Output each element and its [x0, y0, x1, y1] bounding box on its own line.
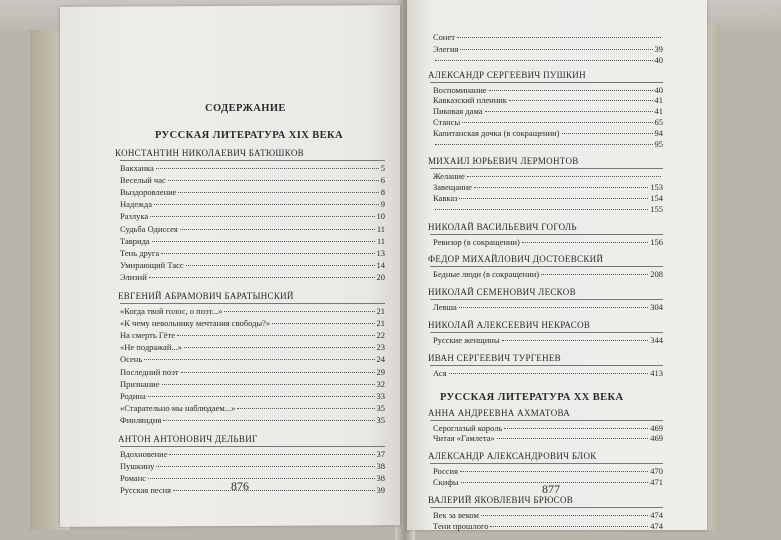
entry-title: Русская песня [120, 485, 172, 496]
entry-page-number: 11 [376, 235, 385, 246]
entry-title: Воспоминание [433, 84, 487, 95]
entry-page-number: 10 [376, 211, 385, 222]
toc-entry [120, 260, 385, 270]
entry-title: Выздоровление [120, 187, 177, 198]
dot-leader [460, 49, 652, 50]
toc-entry [120, 367, 385, 377]
toc-entry [433, 204, 663, 214]
author-name: МИХАИЛ ЮРЬЕВИЧ ЛЕРМОНТОВ [428, 156, 579, 167]
toc-entry [433, 193, 663, 203]
entry-page-number: 38 [376, 473, 385, 484]
dot-leader [272, 323, 374, 324]
entry-page-number: 5 [380, 163, 385, 173]
entry-page-number: 94 [654, 127, 663, 138]
dot-leader [459, 198, 648, 199]
dot-leader [467, 176, 661, 177]
dot-leader [497, 438, 649, 439]
separator-line [430, 299, 663, 300]
entry-page-number: 22 [376, 330, 385, 341]
entry-page-number: 469 [650, 433, 663, 444]
entry-title: Пушкину [120, 461, 155, 472]
toc-entry [120, 187, 385, 197]
entry-title: Стансы [433, 116, 461, 127]
author-name: АЛЕКСАНДР СЕРГЕЕВИЧ ПУШКИН [428, 69, 586, 80]
separator-line [430, 266, 663, 267]
entry-title: Веселый час [120, 175, 166, 186]
entry-title: Капитанская дочка (в сокращении) [433, 127, 560, 138]
entry-page-number: 413 [650, 367, 663, 378]
entry-page-number: 23 [376, 342, 385, 353]
toc-entry [120, 272, 385, 282]
toc-entry [120, 485, 385, 495]
toc-entry [433, 128, 663, 138]
toc-entry [433, 269, 663, 279]
entry-title: Признание [120, 378, 160, 389]
dot-leader [449, 373, 649, 374]
dot-leader [562, 133, 653, 134]
entry-page-number: 14 [376, 259, 385, 270]
toc-entry [120, 461, 385, 471]
toc-entry [120, 224, 385, 234]
toc-entry [120, 342, 385, 352]
dot-leader [150, 216, 374, 217]
author-name: НИКОЛАЙ СЕМЕНОВИЧ ЛЕСКОВ [428, 287, 576, 298]
dot-leader [490, 526, 648, 527]
dot-leader [504, 428, 648, 429]
entry-page-number: 95 [654, 138, 663, 149]
dot-leader [156, 466, 374, 467]
entry-page-number: 208 [650, 269, 663, 280]
entry-title: Осень [120, 354, 143, 365]
dot-leader [435, 60, 653, 61]
entry-title: Элизий [120, 271, 147, 282]
entry-title: Скифы [433, 476, 459, 487]
dot-leader [485, 111, 653, 112]
entry-page-number: 40 [654, 55, 663, 65]
separator-line [430, 234, 663, 235]
entry-page-number: 32 [376, 378, 385, 389]
toc-entry [120, 330, 385, 340]
dot-leader [489, 90, 653, 91]
entry-page-number: 20 [376, 271, 385, 282]
author-name: КОНСТАНТИН НИКОЛАЕВИЧ БАТЮШКОВ [115, 148, 304, 158]
toc-entry [433, 44, 663, 54]
dot-leader [186, 265, 375, 266]
entry-page-number: 154 [650, 192, 663, 203]
entry-title: Желание [433, 171, 465, 182]
toc-entry [120, 379, 385, 389]
entry-title: Сероглазый король [433, 422, 503, 433]
dot-leader [148, 396, 375, 397]
toc-entry [120, 403, 385, 413]
entry-page-number: 6 [380, 175, 385, 186]
entry-title: На смерть Гёте [120, 330, 175, 341]
toc-entry [433, 117, 663, 127]
entry-page-number: 29 [376, 366, 385, 377]
dot-leader [156, 168, 379, 169]
toc-entry [120, 211, 385, 221]
entry-title: Судьба Одиссея [120, 223, 178, 234]
entry-page-number: 155 [650, 203, 663, 214]
author-name: АЛЕКСАНДР АЛЕКСАНДРОВИЧ БЛОК [428, 451, 597, 462]
dot-leader [181, 372, 375, 373]
entry-page-number: 37 [376, 449, 385, 459]
separator-line [120, 446, 385, 447]
toc-entry [433, 368, 663, 378]
entry-title: «Старательно мы наблюдаем...» [120, 402, 236, 413]
toc-entry [433, 510, 663, 520]
toc-entry [433, 335, 663, 345]
dot-leader [149, 277, 375, 278]
dot-leader [148, 478, 374, 479]
separator-line [430, 82, 663, 83]
dot-leader [169, 454, 374, 455]
entry-title: Читая «Гамлета» [433, 433, 495, 444]
toc-entry [120, 199, 385, 209]
entry-page-number: 21 [376, 306, 385, 316]
toc-entry [433, 302, 663, 312]
entry-page-number: 9 [380, 199, 385, 210]
entry-page-number: 35 [376, 414, 385, 425]
dot-leader [460, 471, 648, 472]
entry-page-number: 474 [650, 520, 663, 531]
dot-leader [184, 347, 374, 348]
toc-entry [120, 415, 385, 425]
entry-title: Разлука [120, 211, 149, 222]
entry-page-number: 41 [654, 106, 663, 117]
toc-entry [120, 306, 385, 316]
toc-entry [433, 85, 663, 95]
dot-leader [474, 187, 648, 188]
toc-entry [433, 55, 663, 65]
separator-line [430, 507, 663, 508]
dot-leader [509, 100, 653, 101]
entry-page-number: 471 [650, 476, 663, 487]
author-name: АНТОН АНТОНОВИЧ ДЕЛЬВИГ [118, 434, 258, 444]
entry-title: Кавказский пленник [433, 95, 507, 106]
entry-page-number: 41 [654, 95, 663, 106]
dot-leader [163, 420, 374, 421]
entry-title: Русские женщины [433, 334, 500, 345]
toc-entry [433, 433, 663, 443]
dot-leader [173, 490, 374, 491]
toc-entry [433, 171, 663, 181]
entry-title: Элегия [433, 43, 459, 54]
entry-title: Тени прошлого [433, 520, 489, 531]
toc-entry [433, 237, 663, 247]
dot-leader [154, 204, 379, 205]
dot-leader [522, 242, 648, 243]
dot-leader [224, 311, 374, 312]
entry-title: Последний поэт [120, 366, 179, 377]
entry-page-number: 469 [650, 422, 663, 433]
entry-title: Кавказ [433, 192, 458, 203]
entry-title: Романс [120, 473, 147, 484]
entry-page-number: 344 [650, 334, 663, 345]
entry-title: Ася [433, 367, 447, 378]
entry-title: Сонет [433, 32, 455, 42]
entry-title: Вакханка [120, 163, 154, 173]
toc-entry [433, 139, 663, 149]
entry-page-number: 39 [376, 485, 385, 496]
entry-title: Левша [433, 302, 457, 313]
dot-leader [459, 307, 648, 308]
separator-line [430, 365, 663, 366]
entry-title: Надежда [120, 199, 152, 210]
entry-title: Вдохновение [120, 449, 168, 459]
dot-leader [457, 37, 661, 38]
author-name: АННА АНДРЕЕВНА АХМАТОВА [428, 407, 571, 418]
entry-page-number: 474 [650, 509, 663, 520]
entry-title: «К чему невольнику мечтания свободы?» [120, 318, 271, 329]
entry-page-number: 39 [654, 43, 663, 54]
dot-leader [180, 229, 375, 230]
separator-line [430, 463, 663, 464]
dot-leader [502, 340, 649, 341]
page-number-left: 876 [231, 479, 249, 493]
contents-title: СОДЕРЖАНИЕ [205, 103, 286, 114]
entry-page-number: 470 [650, 466, 663, 477]
entry-page-number: 35 [376, 402, 385, 413]
entry-title: Пиковая дама [433, 106, 483, 117]
toc-entry [120, 354, 385, 364]
toc-entry [120, 391, 385, 401]
toc-entry [433, 182, 663, 192]
separator-line [120, 160, 385, 161]
author-name: ИВАН СЕРГЕЕВИЧ ТУРГЕНЕВ [428, 352, 561, 363]
entry-page-number: 24 [376, 354, 385, 365]
entry-title: «Не подражай...» [120, 342, 183, 353]
entry-title: Тень друга [120, 247, 160, 258]
dot-leader [462, 122, 652, 123]
toc-entry [433, 106, 663, 116]
entry-page-number: 153 [650, 182, 663, 193]
author-name: НИКОЛАЙ АЛЕКСЕЕВИЧ НЕКРАСОВ [428, 319, 591, 330]
toc-entry [120, 175, 385, 185]
dot-leader [161, 253, 374, 254]
separator-line [430, 168, 663, 169]
toc-entry [120, 248, 385, 258]
toc-entry [433, 32, 663, 42]
entry-page-number: 21 [376, 318, 385, 329]
entry-page-number: 65 [654, 116, 663, 127]
entry-page-number: 8 [380, 187, 385, 198]
entry-title: Ревизор (в сокращении) [433, 236, 520, 247]
separator-line [120, 303, 385, 304]
section-heading-20th-century: РУССКАЯ ЛИТЕРАТУРА XX ВЕКА [440, 391, 624, 403]
dot-leader [237, 408, 374, 409]
dot-leader [435, 209, 648, 210]
dot-leader [144, 359, 374, 360]
entry-page-number: 13 [376, 247, 385, 258]
toc-entry [120, 473, 385, 483]
entry-page-number: 156 [650, 236, 663, 247]
separator-line [430, 332, 663, 333]
entry-page-number: 38 [376, 461, 385, 472]
entry-title: «Когда твой голос, о поэт...» [120, 306, 223, 316]
dot-leader [178, 192, 378, 193]
entry-title: Родина [120, 390, 146, 401]
dot-leader [177, 335, 375, 336]
entry-title: Таврида [120, 235, 150, 246]
toc-entry [120, 318, 385, 328]
separator-line [430, 420, 663, 421]
toc-entry [433, 466, 663, 476]
toc-entry [120, 449, 385, 459]
dot-leader [168, 180, 379, 181]
entry-title: Век за веком [433, 509, 479, 520]
entry-title: Россия [433, 466, 458, 477]
dot-leader [435, 144, 653, 145]
entry-title: Умирающий Тасс [120, 259, 184, 270]
entry-page-number: 40 [654, 84, 663, 95]
dot-leader [481, 515, 648, 516]
toc-entry [433, 521, 663, 531]
section-heading-19th-century: РУССКАЯ ЛИТЕРАТУРА XIX ВЕКА [155, 130, 344, 141]
page-number-right: 877 [542, 482, 560, 496]
entry-page-number: 11 [376, 223, 385, 234]
dot-leader [152, 241, 375, 242]
entry-title: Финляндия [120, 414, 162, 425]
author-name: ФЕДОР МИХАЙЛОВИЧ ДОСТОЕВСКИЙ [428, 254, 604, 265]
dot-leader [162, 384, 375, 385]
dot-leader [541, 274, 648, 275]
toc-entry [120, 236, 385, 246]
toc-entry [433, 95, 663, 105]
author-name: НИКОЛАЙ ВАСИЛЬЕВИЧ ГОГОЛЬ [428, 221, 577, 232]
entry-page-number: 33 [376, 390, 385, 401]
entry-page-number: 304 [650, 302, 663, 313]
toc-entry [433, 423, 663, 433]
toc-entry [120, 163, 385, 173]
author-name: ЕВГЕНИЙ АБРАМОВИЧ БАРАТЫНСКИЙ [118, 291, 294, 301]
entry-title: Завещание [433, 182, 472, 193]
entry-title: Бедные люди (в сокращении) [433, 269, 540, 280]
author-name: ВАЛЕРИЙ ЯКОВЛЕВИЧ БРЮСОВ [428, 494, 574, 505]
